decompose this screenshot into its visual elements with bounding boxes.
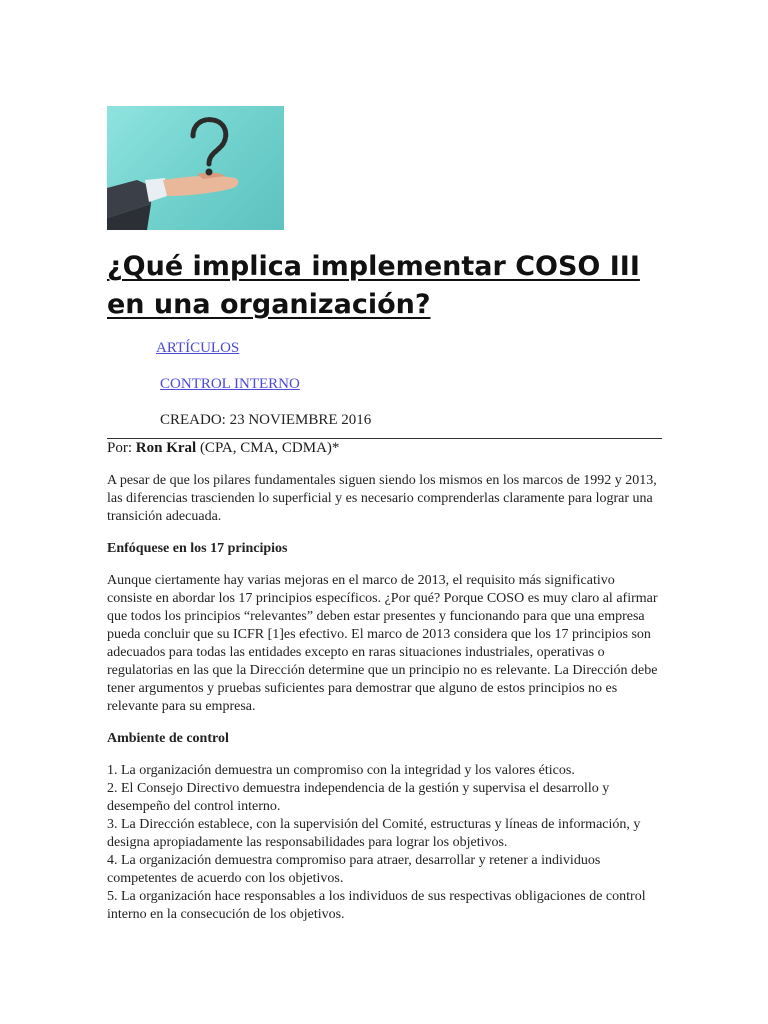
section-heading-control-environment: Ambiente de control bbox=[107, 731, 229, 746]
article-meta bbox=[107, 338, 662, 446]
hero-image-question-mark bbox=[107, 106, 284, 230]
created-date: CREADO: 23 NOVIEMBRE 2016 bbox=[160, 412, 372, 428]
article-page bbox=[107, 106, 662, 924]
hand-question-mark-icon bbox=[107, 106, 284, 230]
category-row bbox=[107, 338, 662, 374]
list-item: 4. La organización demuestra compromiso para atraer, desarrollar y retener a individuos competentes de acuerdo con los objetivos. bbox=[107, 853, 601, 886]
author-prefix: Por: bbox=[107, 440, 136, 456]
principles-paragraph: Aunque ciertamente hay varias mejoras en el marco de 2013, el requisito más significativo consiste en abordar los 17 principios específicos. ¿Por qué? Porque COSO es muy claro al afirmar que todos los principios “relevantes” deben estar presentes y funcionando para que una empresa pueda concluir que su ICFR [1]es efectivo. El marco de 2013 considera que los 17 principios son adecuados para todas las entidades excepto en raras situaciones industriales, operativas o regulatorias en las que la Dirección determine que un principio no es relevante. La Dirección debe tener argumentos y pruebas suficientes para demostrar que alguno de estos principios no es relevante para su empresa. bbox=[107, 573, 658, 714]
article-title: ¿Qué implica implementar COSO III en una organización? bbox=[107, 251, 640, 320]
list-item: 1. La organización demuestra un compromiso con la integridad y los valores éticos. bbox=[107, 763, 575, 778]
list-item: 5. La organización hace responsables a los individuos de sus respectivas obligaciones de control interno en la consecución de los objetivos. bbox=[107, 889, 646, 922]
tag-row bbox=[107, 374, 662, 410]
section-heading-principles: Enfóquese en los 17 principios bbox=[107, 541, 288, 556]
tag-link[interactable]: CONTROL INTERNO bbox=[160, 376, 300, 392]
author-name: Ron Kral bbox=[135, 440, 197, 456]
intro-paragraph: A pesar de que los pilares fundamentales siguen siendo los mismos en los marcos de 1992 y 2013, las diferencias trascienden lo superficial y es necesario comprenderlas claramente para lograr una transición adecuada. bbox=[107, 473, 657, 524]
author-credentials: (CPA, CMA, CDMA)* bbox=[196, 440, 340, 456]
author-line bbox=[107, 438, 662, 457]
list-item: 2. El Consejo Directivo demuestra independencia de la gestión y supervisa el desarrollo y desempeño del control interno. bbox=[107, 781, 610, 814]
category-link[interactable]: ARTÍCULOS bbox=[156, 340, 240, 356]
list-item: 3. La Dirección establece, con la supervisión del Comité, estructuras y líneas de información, y designa apropiadamente las responsabilidades para lograr los objetivos. bbox=[107, 817, 641, 850]
principles-list bbox=[107, 762, 662, 924]
